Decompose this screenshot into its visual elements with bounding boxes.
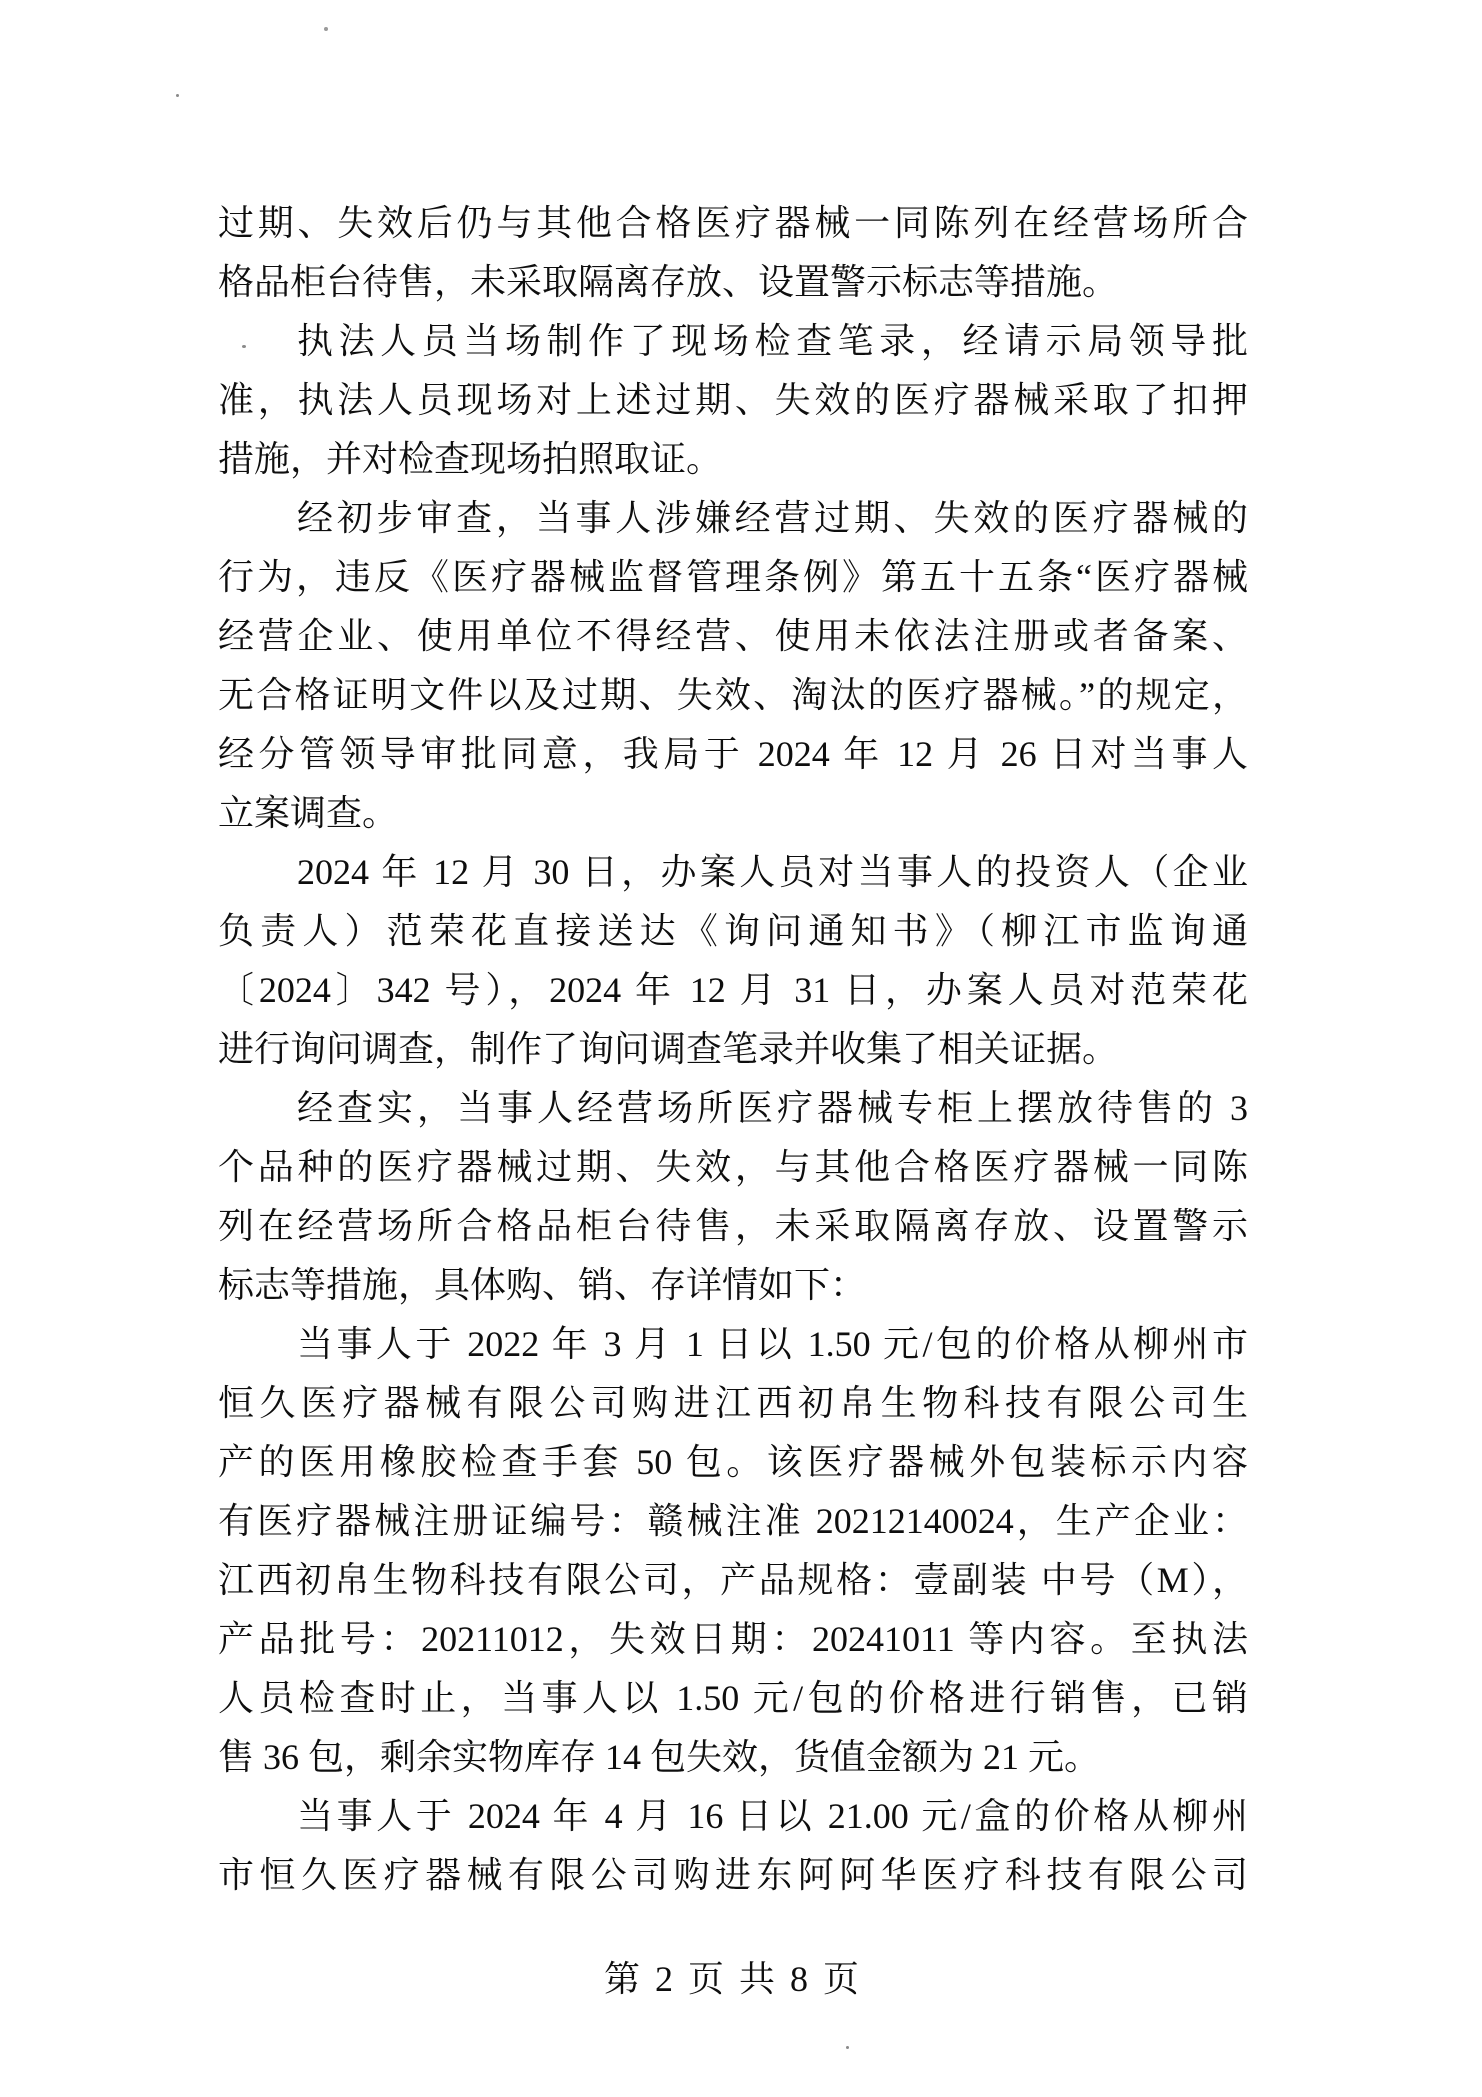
text-line: 经查实，当事人经营场所医疗器械专柜上摆放待售的 3: [297, 1088, 1248, 1128]
text-line: 经分管领导审批同意，我局于 2024 年 12 月 26 日对当事人: [218, 734, 1248, 774]
text-line: 产的医用橡胶检查手套 50 包。该医疗器械外包装标示内容: [218, 1442, 1248, 1482]
text-line: 〔2024〕342 号），2024 年 12 月 31 日，办案人员对范荣花: [218, 970, 1248, 1010]
text-line: 格品柜台待售，未采取隔离存放、设置警示标志等措施。: [218, 262, 1119, 302]
text-line: 过期、失效后仍与其他合格医疗器械一同陈列在经营场所合: [218, 203, 1248, 243]
text-line: 执法人员当场制作了现场检查笔录，经请示局领导批: [297, 321, 1248, 361]
text-line: 售 36 包，剩余实物库存 14 包失效，货值金额为 21 元。: [218, 1737, 1101, 1777]
text-line: 列在经营场所合格品柜台待售，未采取隔离存放、设置警示: [218, 1206, 1248, 1246]
text-line: 经初步审查，当事人涉嫌经营过期、失效的医疗器械的: [297, 498, 1248, 538]
text-line: 负责人）范荣花直接送达《询问通知书》（柳江市监询通: [218, 911, 1248, 951]
text-line: 江西初帛生物科技有限公司，产品规格：壹副装 中号（M），: [218, 1560, 1248, 1600]
text-line: 个品种的医疗器械过期、失效，与其他合格医疗器械一同陈: [218, 1147, 1248, 1187]
text-line: 人员检查时止，当事人以 1.50 元/包的价格进行销售，已销: [218, 1678, 1248, 1718]
text-line: 2024 年 12 月 30 日，办案人员对当事人的投资人（企业: [297, 852, 1248, 892]
text-line: 进行询问调查，制作了询问调查笔录并收集了相关证据。: [218, 1029, 1119, 1069]
scan-speck: [846, 2046, 849, 2049]
scan-speck: [176, 94, 179, 97]
text-line: 产品批号：20211012，失效日期：20241011 等内容。至执法: [218, 1619, 1248, 1659]
text-line: 当事人于 2024 年 4 月 16 日以 21.00 元/盒的价格从柳州: [297, 1796, 1248, 1836]
page-number-footer: 第 2 页 共 8 页: [603, 1959, 862, 1999]
text-line: 市恒久医疗器械有限公司购进东阿阿华医疗科技有限公司: [218, 1855, 1248, 1895]
text-line: 经营企业、使用单位不得经营、使用未依法注册或者备案、: [218, 616, 1248, 656]
text-line: 当事人于 2022 年 3 月 1 日以 1.50 元/包的价格从柳州市: [297, 1324, 1248, 1364]
text-line: 标志等措施，具体购、销、存详情如下：: [218, 1265, 867, 1305]
text-line: 行为，违反《医疗器械监督管理条例》第五十五条“医疗器械: [218, 557, 1248, 597]
text-line: 准，执法人员现场对上述过期、失效的医疗器械采取了扣押: [218, 380, 1248, 420]
text-line: 措施，并对检查现场拍照取证。: [218, 439, 723, 479]
text-line: 立案调查。: [218, 793, 399, 833]
text-line: 有医疗器械注册证编号：赣械注准 20212140024，生产企业：: [218, 1501, 1248, 1541]
text-line: 无合格证明文件以及过期、失效、淘汰的医疗器械。”的规定，: [218, 675, 1248, 715]
body-text: [218, 194, 1248, 1905]
scan-speck: [324, 27, 328, 31]
text-line: 恒久医疗器械有限公司购进江西初帛生物科技有限公司生: [218, 1383, 1248, 1423]
